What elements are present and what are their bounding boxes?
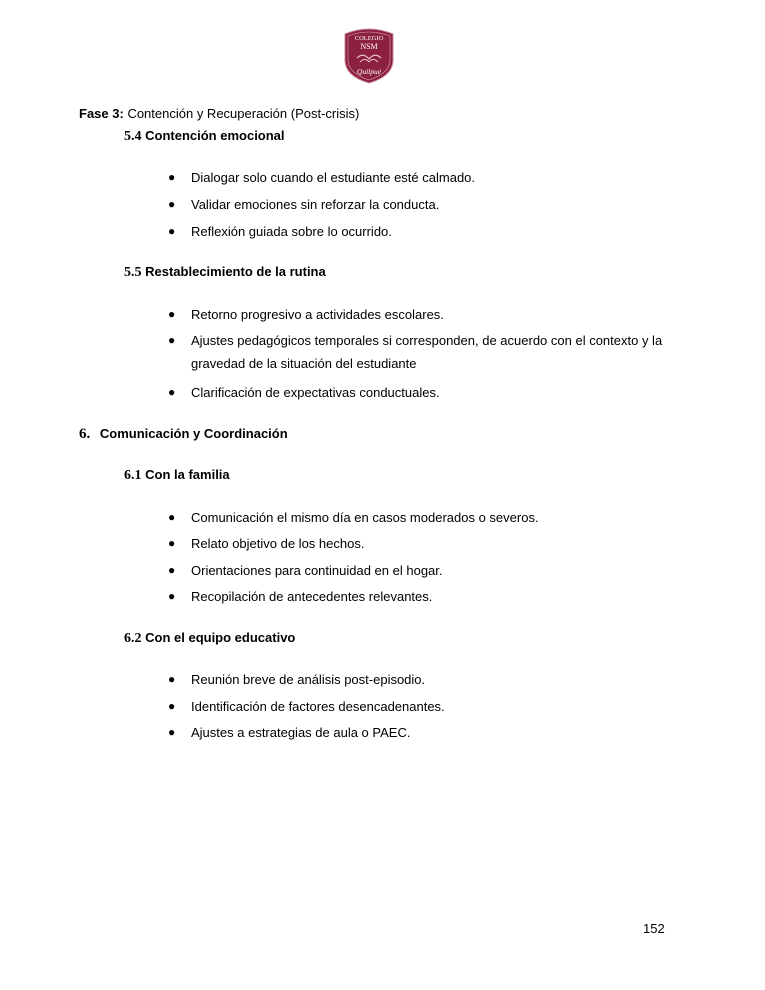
logo-line1: COLEGIO [354, 35, 384, 42]
bullet-icon: ● [168, 510, 176, 524]
list-item-line: gravedad de la situación del estudiante [191, 356, 417, 371]
section-5-5-heading [124, 264, 326, 281]
section-title: Con el equipo educativo [145, 630, 296, 645]
section-number: 6.2 [124, 631, 142, 646]
bullet-icon: ● [168, 333, 176, 347]
section-number: 6.1 [124, 468, 142, 483]
bullet-icon: ● [168, 197, 176, 211]
section-number: 5.4 [124, 129, 142, 144]
bullet-icon: ● [168, 589, 176, 603]
school-crest-logo [341, 26, 397, 84]
list-item: Ajustes a estrategias de aula o PAEC. [191, 725, 411, 740]
section-title: Con la familia [145, 467, 230, 482]
bullet-icon: ● [168, 170, 176, 184]
phase-label: Fase 3: [79, 106, 124, 121]
bullet-icon: ● [168, 224, 176, 238]
section-number: 5.5 [124, 265, 142, 280]
section-6-2-heading [124, 630, 295, 647]
phase-heading [79, 106, 359, 121]
list-item: Identificación de factores desencadenantes. [191, 699, 445, 714]
bullet-icon: ● [168, 563, 176, 577]
phase-title: Contención y Recuperación (Post-crisis) [127, 106, 360, 121]
list-item-line: Ajustes pedagógicos temporales si corresponden, de acuerdo con el contexto y la [191, 333, 663, 348]
list-item: Reflexión guiada sobre lo ocurrido. [191, 224, 392, 239]
logo-line3: Quilpué [356, 67, 382, 76]
bullet-icon: ● [168, 385, 176, 399]
bullet-icon: ● [168, 536, 176, 550]
list-item: Relato objetivo de los hechos. [191, 536, 365, 551]
section-6-1-heading [124, 467, 230, 484]
list-item: Orientaciones para continuidad en el hogar. [191, 563, 443, 578]
section-number: 6. [79, 426, 91, 442]
section-title: Restablecimiento de la rutina [145, 264, 326, 279]
list-item: Clarificación de expectativas conductuales. [191, 385, 440, 400]
bullet-icon: ● [168, 672, 176, 686]
list-item: Retorno progresivo a actividades escolares. [191, 307, 444, 322]
list-item: Reunión breve de análisis post-episodio. [191, 672, 426, 687]
section-title: Comunicación y Coordinación [99, 426, 288, 441]
list-item: Recopilación de antecedentes relevantes. [191, 589, 433, 604]
list-item: Dialogar solo cuando el estudiante esté calmado. [191, 170, 476, 185]
bullet-icon: ● [168, 307, 176, 321]
logo-line2: NSM [360, 42, 378, 51]
page-number: 152 [643, 921, 665, 936]
section-6-heading [79, 426, 288, 443]
bullet-icon: ● [168, 725, 176, 739]
section-5-4-heading [124, 128, 285, 145]
section-title: Contención emocional [145, 128, 285, 143]
bullet-icon: ● [168, 699, 176, 713]
list-item: Validar emociones sin reforzar la conducta. [191, 197, 440, 212]
list-item: Comunicación el mismo día en casos moderados o severos. [191, 510, 539, 525]
